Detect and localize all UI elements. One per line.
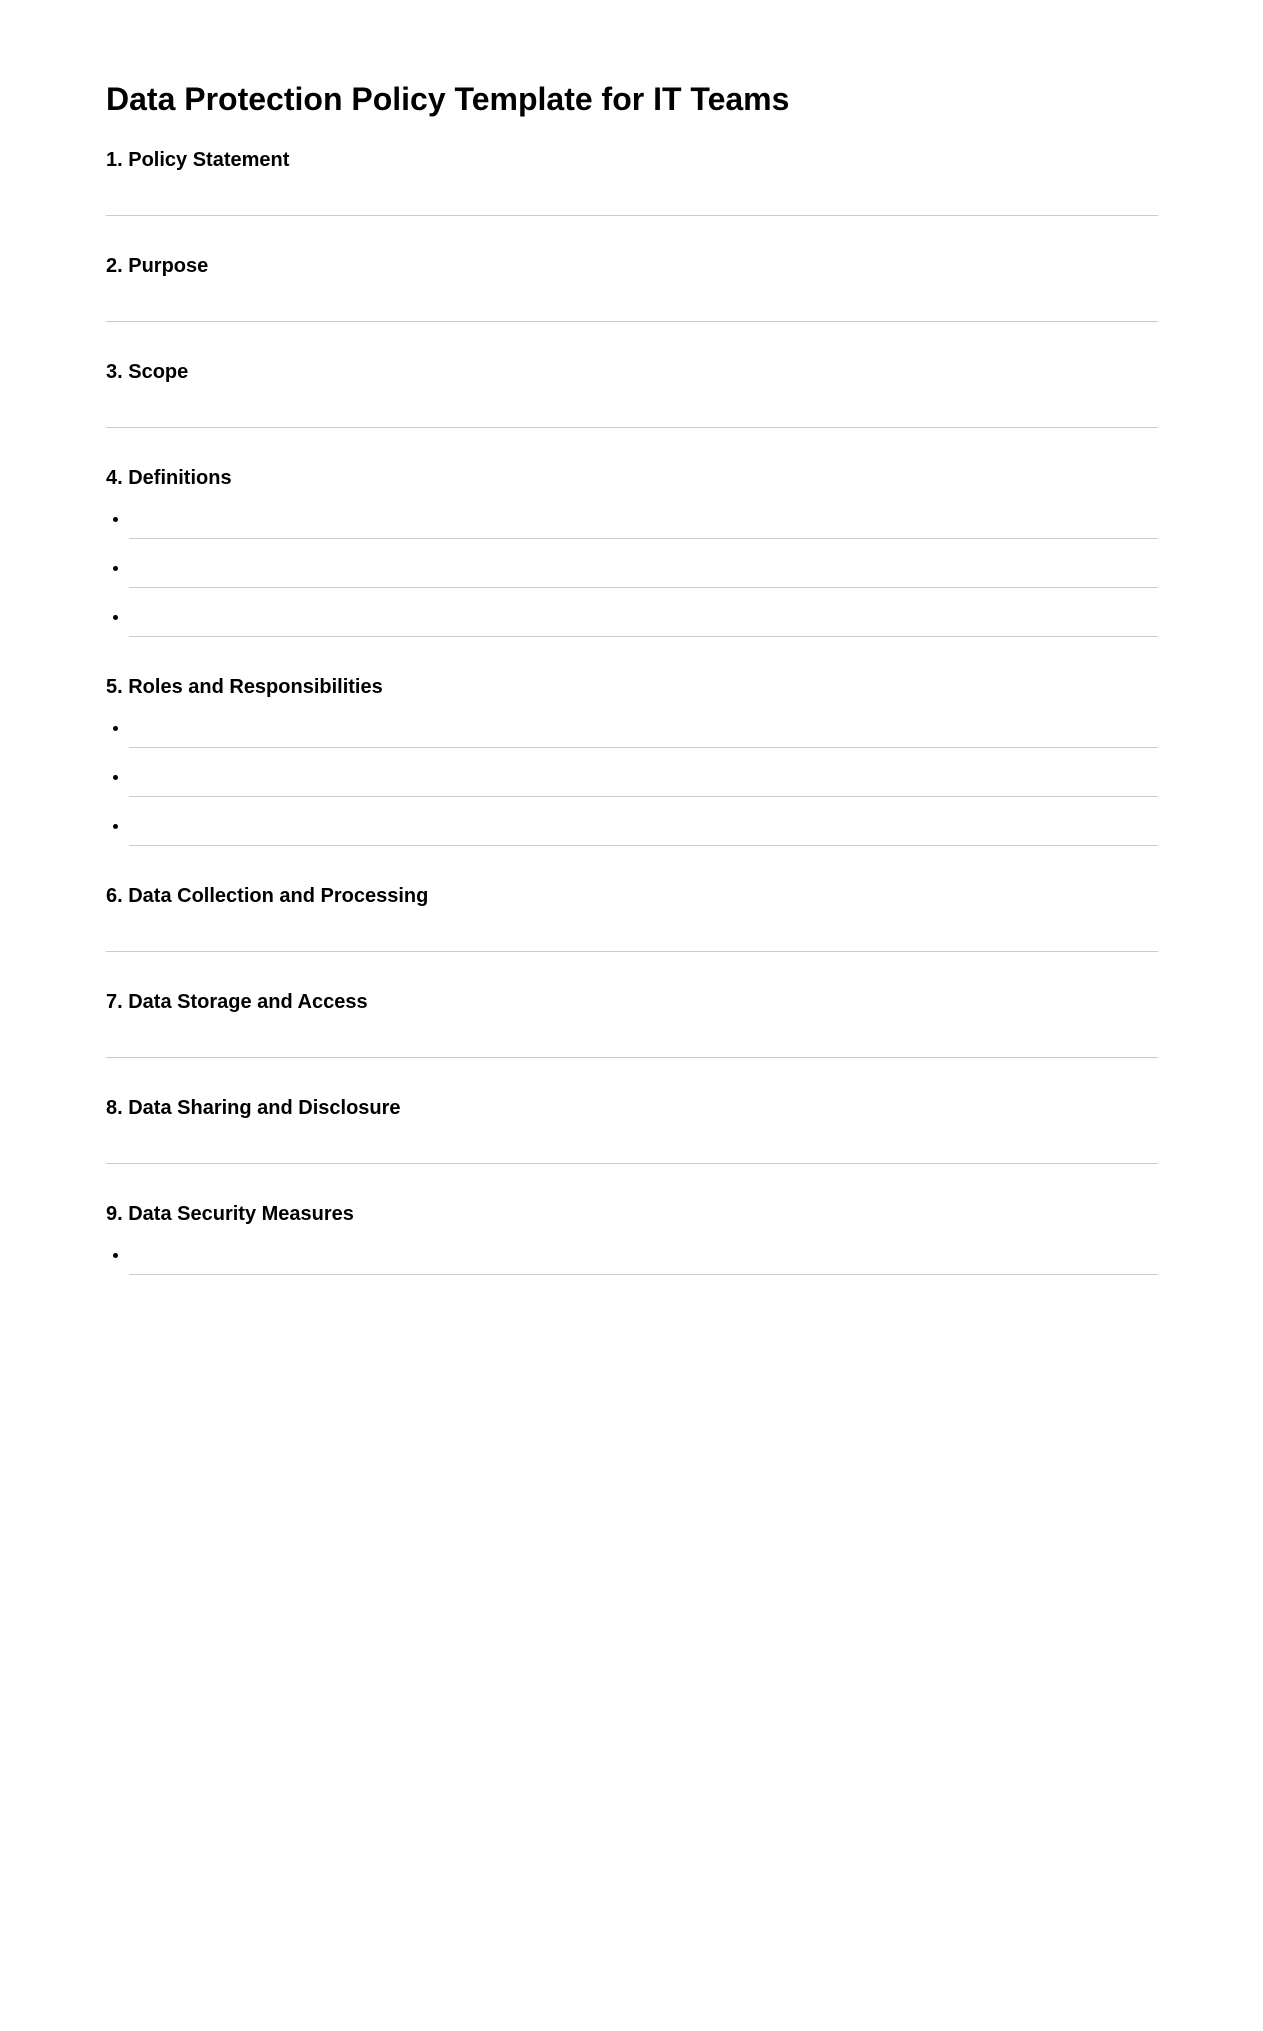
- section-heading: 8. Data Sharing and Disclosure: [106, 1097, 401, 1119]
- section-data-sharing: [106, 1096, 1158, 1164]
- role-field-1[interactable]: [129, 699, 1158, 748]
- section-list: [106, 148, 1158, 1275]
- definition-field-1[interactable]: [129, 490, 1158, 539]
- section-data-storage: [106, 990, 1158, 1058]
- policy-statement-field[interactable]: [106, 172, 1158, 216]
- section-heading: 1. Policy Statement: [106, 149, 290, 171]
- data-collection-field[interactable]: [106, 908, 1158, 952]
- role-field-3[interactable]: [129, 797, 1158, 846]
- bullet-icon: [113, 517, 118, 522]
- definition-field-3[interactable]: [129, 588, 1158, 637]
- data-sharing-field[interactable]: [106, 1120, 1158, 1164]
- section-heading: 9. Data Security Measures: [106, 1203, 354, 1225]
- section-purpose: [106, 254, 1158, 322]
- security-measure-field-1[interactable]: [129, 1226, 1158, 1275]
- definitions-list: [106, 490, 1158, 637]
- section-definitions: [106, 466, 1158, 637]
- bullet-icon: [113, 1253, 118, 1258]
- data-storage-field[interactable]: [106, 1014, 1158, 1058]
- list-item: [106, 539, 1158, 588]
- purpose-field[interactable]: [106, 278, 1158, 322]
- bullet-icon: [113, 566, 118, 571]
- list-item: [106, 797, 1158, 846]
- section-data-security: [106, 1202, 1158, 1275]
- scope-field[interactable]: [106, 384, 1158, 428]
- roles-list: [106, 699, 1158, 846]
- section-heading: 6. Data Collection and Processing: [106, 885, 429, 907]
- role-field-2[interactable]: [129, 748, 1158, 797]
- list-item: [106, 748, 1158, 797]
- section-heading: 2. Purpose: [106, 255, 209, 277]
- section-heading: 7. Data Storage and Access: [106, 991, 368, 1013]
- page-title: Data Protection Policy Template for IT Teams: [106, 81, 790, 117]
- section-heading: 4. Definitions: [106, 467, 232, 489]
- security-measures-list: [106, 1226, 1158, 1275]
- list-item: [106, 699, 1158, 748]
- definition-field-2[interactable]: [129, 539, 1158, 588]
- section-heading: 5. Roles and Responsibilities: [106, 676, 383, 698]
- bullet-icon: [113, 615, 118, 620]
- list-item: [106, 490, 1158, 539]
- list-item: [106, 588, 1158, 637]
- bullet-icon: [113, 824, 118, 829]
- section-roles-responsibilities: [106, 675, 1158, 846]
- list-item: [106, 1226, 1158, 1275]
- section-heading: 3. Scope: [106, 361, 189, 383]
- section-scope: [106, 360, 1158, 428]
- policy-document: [106, 80, 1158, 1313]
- section-data-collection: [106, 884, 1158, 952]
- section-policy-statement: [106, 148, 1158, 216]
- bullet-icon: [113, 726, 118, 731]
- bullet-icon: [113, 775, 118, 780]
